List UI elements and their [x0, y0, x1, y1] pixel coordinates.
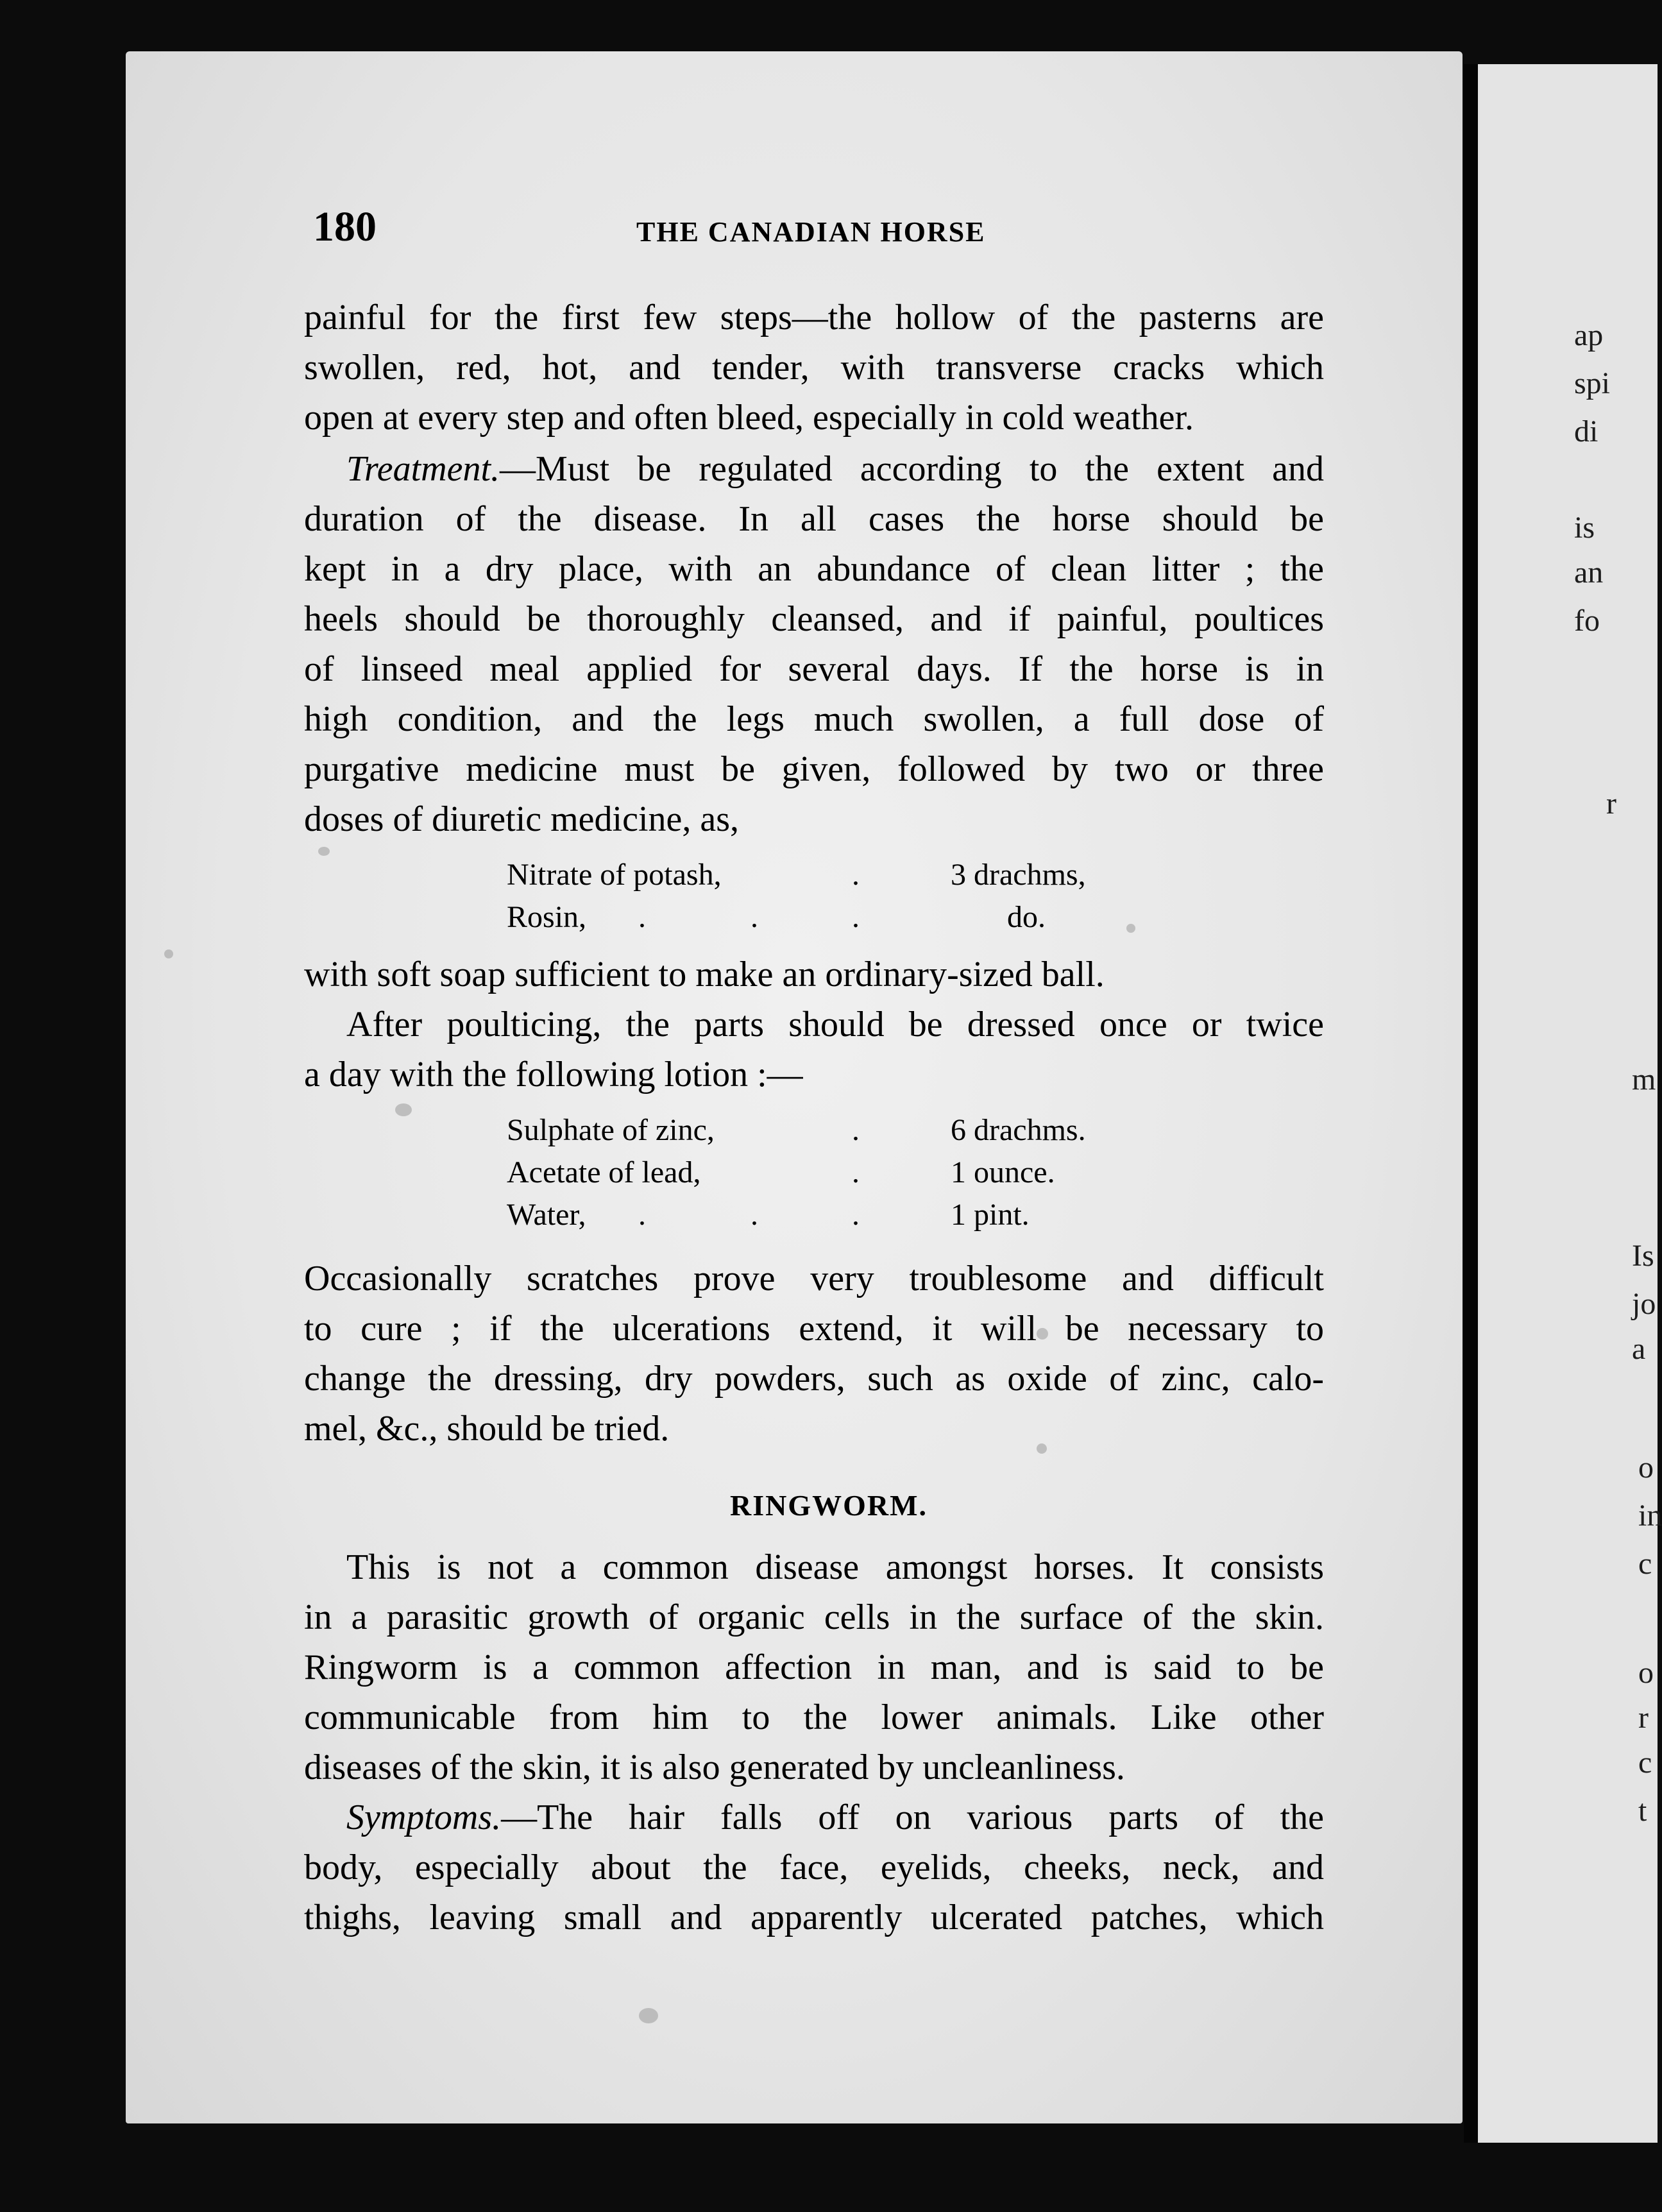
treatment-first-line [346, 448, 1324, 490]
fragment-text: t [1638, 1794, 1647, 1828]
text-line: kept in a dry place, with an abundance of clean litter ; the [304, 549, 1324, 589]
symptoms-label: Symptoms. [346, 1798, 502, 1837]
adjacent-page-fragment [1478, 64, 1662, 2143]
text-span: —The hair falls off on various parts of the [501, 1798, 1324, 1837]
text-line: painful for the first few steps—the hollow of the pasterns are [304, 298, 1324, 337]
ingredient-leader: . [852, 1113, 860, 1147]
ingredient-quantity: 3 drachms, [951, 858, 1086, 892]
fragment-text: in [1638, 1499, 1662, 1533]
text-line: purgative medicine must be given, followed by two or three [304, 749, 1324, 789]
text-line: high condition, and the legs much swollen, a full dose of [304, 699, 1324, 739]
fragment-text: r [1638, 1701, 1649, 1735]
fragment-text: fo [1574, 604, 1600, 638]
fragment-text: m [1632, 1062, 1656, 1096]
ingredient-leader: . [750, 900, 758, 934]
ingredient-leader: . [638, 1198, 646, 1232]
fragment-text: is [1574, 511, 1595, 545]
text-line: swollen, red, hot, and tender, with transverse cracks which [304, 348, 1324, 387]
text-line: a day with the following lotion :— [304, 1055, 803, 1094]
text-line: After poulticing, the parts should be dressed once or twice [346, 1005, 1324, 1044]
text-line: body, especially about the face, eyelids, cheeks, neck, and [304, 1848, 1324, 1887]
ingredient-name: Rosin, [507, 900, 587, 934]
text-line: doses of diuretic medicine, as, [304, 799, 740, 839]
fragment-text: jo [1632, 1287, 1656, 1321]
text-line: communicable from him to the lower animals. Like other [304, 1697, 1324, 1737]
ingredient-quantity: 6 drachms. [951, 1113, 1086, 1147]
text-line: of linseed meal applied for several days. If the horse is in [304, 649, 1324, 689]
fragment-text: c [1638, 1547, 1652, 1581]
ingredient-name: Acetate of lead, [507, 1155, 701, 1189]
ingredient-quantity: do. [1007, 900, 1046, 934]
running-head: THE CANADIAN HORSE [636, 216, 986, 248]
section-heading: RINGWORM. [729, 1489, 928, 1522]
text-line: thighs, leaving small and apparently ulcerated patches, which [304, 1898, 1324, 1937]
text-line: with soft soap sufficient to make an ordinary-sized ball. [304, 955, 1105, 994]
fragment-text: Is [1632, 1239, 1654, 1273]
ingredient-name: Water, [507, 1198, 586, 1232]
ingredient-leader: . [750, 1198, 758, 1232]
ingredient-name: Nitrate of potash, [507, 858, 722, 892]
fragment-text: r [1606, 787, 1616, 821]
fragment-text: ap [1574, 318, 1604, 352]
fragment-text: di [1574, 414, 1598, 448]
text-line: in a parasitic growth of organic cells in the surface of the skin. [304, 1597, 1324, 1637]
ingredient-quantity: 1 pint. [951, 1198, 1030, 1232]
ingredient-leader: . [852, 1155, 860, 1189]
text-line: Ringworm is a common affection in man, and is said to be [304, 1647, 1324, 1687]
text-line: Occasionally scratches prove very troublesome and difficult [304, 1259, 1324, 1298]
ingredient-leader: . [638, 900, 646, 934]
fragment-text: an [1574, 556, 1604, 590]
text-line: open at every step and often bleed, especially in cold weather. [304, 398, 1194, 438]
text-line: to cure ; if the ulcerations extend, it will be necessary to [304, 1309, 1324, 1348]
fragment-text: a [1632, 1332, 1646, 1366]
ingredient-leader: . [852, 1198, 860, 1232]
text-line: change the dressing, dry powders, such as oxide of zinc, calo- [304, 1359, 1324, 1399]
page-gutter-divider [1464, 64, 1478, 2143]
ingredient-quantity: 1 ounce. [951, 1155, 1055, 1189]
text-line: diseases of the skin, it is also generated by uncleanliness. [304, 1748, 1125, 1787]
ingredient-name: Sulphate of zinc, [507, 1113, 715, 1147]
page-number: 180 [313, 203, 377, 250]
text-line: duration of the disease. In all cases the horse should be [304, 499, 1324, 539]
ingredient-leader: . [852, 900, 860, 934]
text-span: —Must be regulated according to the extent and [500, 449, 1324, 489]
ingredient-leader: . [852, 858, 860, 892]
fragment-text: o [1638, 1656, 1654, 1690]
text-line: This is not a common disease amongst horses. It consists [346, 1547, 1324, 1587]
text-line: mel, &c., should be tried. [304, 1409, 670, 1449]
symptoms-first-line [346, 1796, 1324, 1839]
fragment-text: c [1638, 1746, 1652, 1780]
fragment-text: o [1638, 1451, 1654, 1485]
fragment-text: spi [1574, 366, 1611, 400]
treatment-label: Treatment. [346, 449, 500, 489]
text-line: heels should be thoroughly cleansed, and if painful, poultices [304, 599, 1324, 639]
